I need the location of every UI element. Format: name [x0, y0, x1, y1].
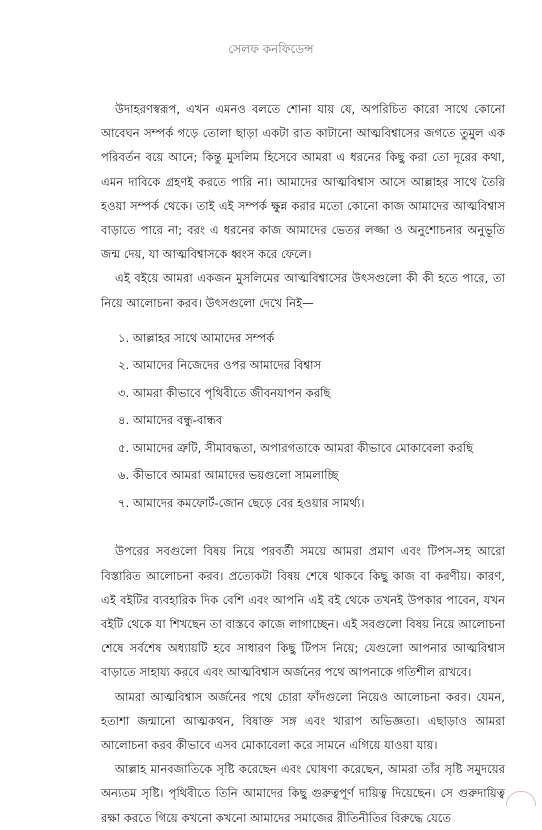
- list-item: ৪. আমাদের বন্ধু-বান্ধব: [118, 413, 223, 428]
- paragraph-sources-intro: এই বইয়ে আমরা একজন মুসলিমের আত্মবিশ্বাসের উৎসগুলো কী কী হতে পারে, তা নিয়ে আলোচনা করব। উৎসগুলো দেখে নিই—: [101, 271, 505, 310]
- running-header: [0, 41, 542, 61]
- list-item: ৩. আমরা কীভাবে পৃথিবীতে জীবনযাপন করছি: [118, 385, 331, 400]
- list-item: ৬. কীভাবে আমরা আমাদের ভয়গুলো সামলাচ্ছি: [118, 468, 339, 483]
- paragraph-example: উদাহরণস্বরূপ, এখন এমনও বলতে শোনা যায় যে, অপরিচিত কারো সাথে কোনো আবেঘন সম্পর্ক গড়ে তোলা ছাড়া একটা রাত কাটানো আত্মবিশ্বাসের জগতে তুমুল এক পরিবর্তন বয়ে আনে; কিন্তু মুসলিম হিসেবে আমরা এ ধরনের কিছু করা তো দূরের কথা, এমন দাবিকে গ্রহণই করতে পারি না। আমাদের আত্মবিশ্বাস আসে আল্লাহর সাথে তৈরি হওয়া সম্পর্ক থেকে। তাই এই সম্পর্ক ক্ষুন্ন করার মতো কোনো কাজ আমাদের আত্মবিশ্বাস বাড়াতে পারে না; বরং এ ধরনের কাজ আমাদের ভেতর লজ্জা ও অনুশোচনার অনুভূতি জন্ম দেয়, যা আত্মবিশ্বাসকে ধ্বংস করে ফেলে।: [101, 102, 505, 262]
- paragraph-detailed-discussion: উপরের সবগুলো বিষয় নিয়ে পরবর্তী সময়ে আমরা প্রমাণ এবং টিপস-সহ আরো বিস্তারিত আলোচনা করব। প্রত্যেকটা বিষয় শেষে থাকবে কিছু কাজ বা করণীয়। কারণ, এই বইটির ব্যবহারিক দিক বেশি এবং আপনি এই বই থেকে তখনই উপকার পাবেন, যখন বইটি থেকে যা শিখছেন তা বাস্তবে কাজে লাগাচ্ছেন। এই সবগুলো বিষয় নিয়ে আলোচনা শেষে সর্বশেষ অধ্যায়টি হবে সাধারণ কিছু টিপস নিয়ে; যেগুলো আপনার আত্মবিশ্বাস বাড়াতে সাহায্য করবে এবং আত্মবিশ্বাস অর্জনের পথে আপনাকে গতিশীল রাখবে।: [101, 544, 505, 680]
- list-item: ৭. আমাদের কমফোর্ট-জোন ছেড়ে বের হওয়ার সামর্থ্য।: [118, 495, 365, 510]
- paragraph-pitfalls: আমরা আত্মবিশ্বাস অর্জনের পথে চোরা ফাঁদগুলো নিয়েও আলোচনা করব। যেমন, হতাশা জন্মানো আত্মকথন, বিষাক্ত সঙ্গ এবং খারাপ অভিজ্ঞতা। এছাড়াও আমরা আলোচনা করব কীভাবে এসব মোকাবেলা করে সামনে এগিয়ে যাওয়া যায়।: [101, 689, 505, 752]
- paragraph-creation: আল্লাহ মানবজাতিকে সৃষ্টি করেছেন এবং ঘোষণা করেছেন, আমরা তাঁর সৃষ্টি সমুদয়ের অন্যতম সৃষ্টি। পৃথিবীতে তিনি আমাদের কিছু গুরুত্বপূর্ণ দায়িত্ব দিয়েছেন। সে গুরুদায়িত্ব রক্ষা করতে গিয়ে কখনো কখনো আমাদের সমাজের রীতিনীতির বিরুদ্ধে যেতে: [101, 762, 505, 825]
- page-body: [101, 97, 505, 830]
- list-item: ১. আল্লাহর সাথে আমাদের সম্পর্ক: [118, 330, 275, 345]
- page-corner-mark: [506, 791, 536, 806]
- running-title: সেলফ কনফিডেন্স: [228, 42, 314, 56]
- sources-list: [101, 325, 505, 518]
- list-item: ২. আমাদের নিজেদের ওপর আমাদের বিশ্বাস: [118, 358, 322, 373]
- list-item: ৫. আমাদের ত্রুটি, সীমাবদ্ধতা, অপারগতাকে আমরা কীভাবে মোকাবেলা করছি: [118, 440, 474, 455]
